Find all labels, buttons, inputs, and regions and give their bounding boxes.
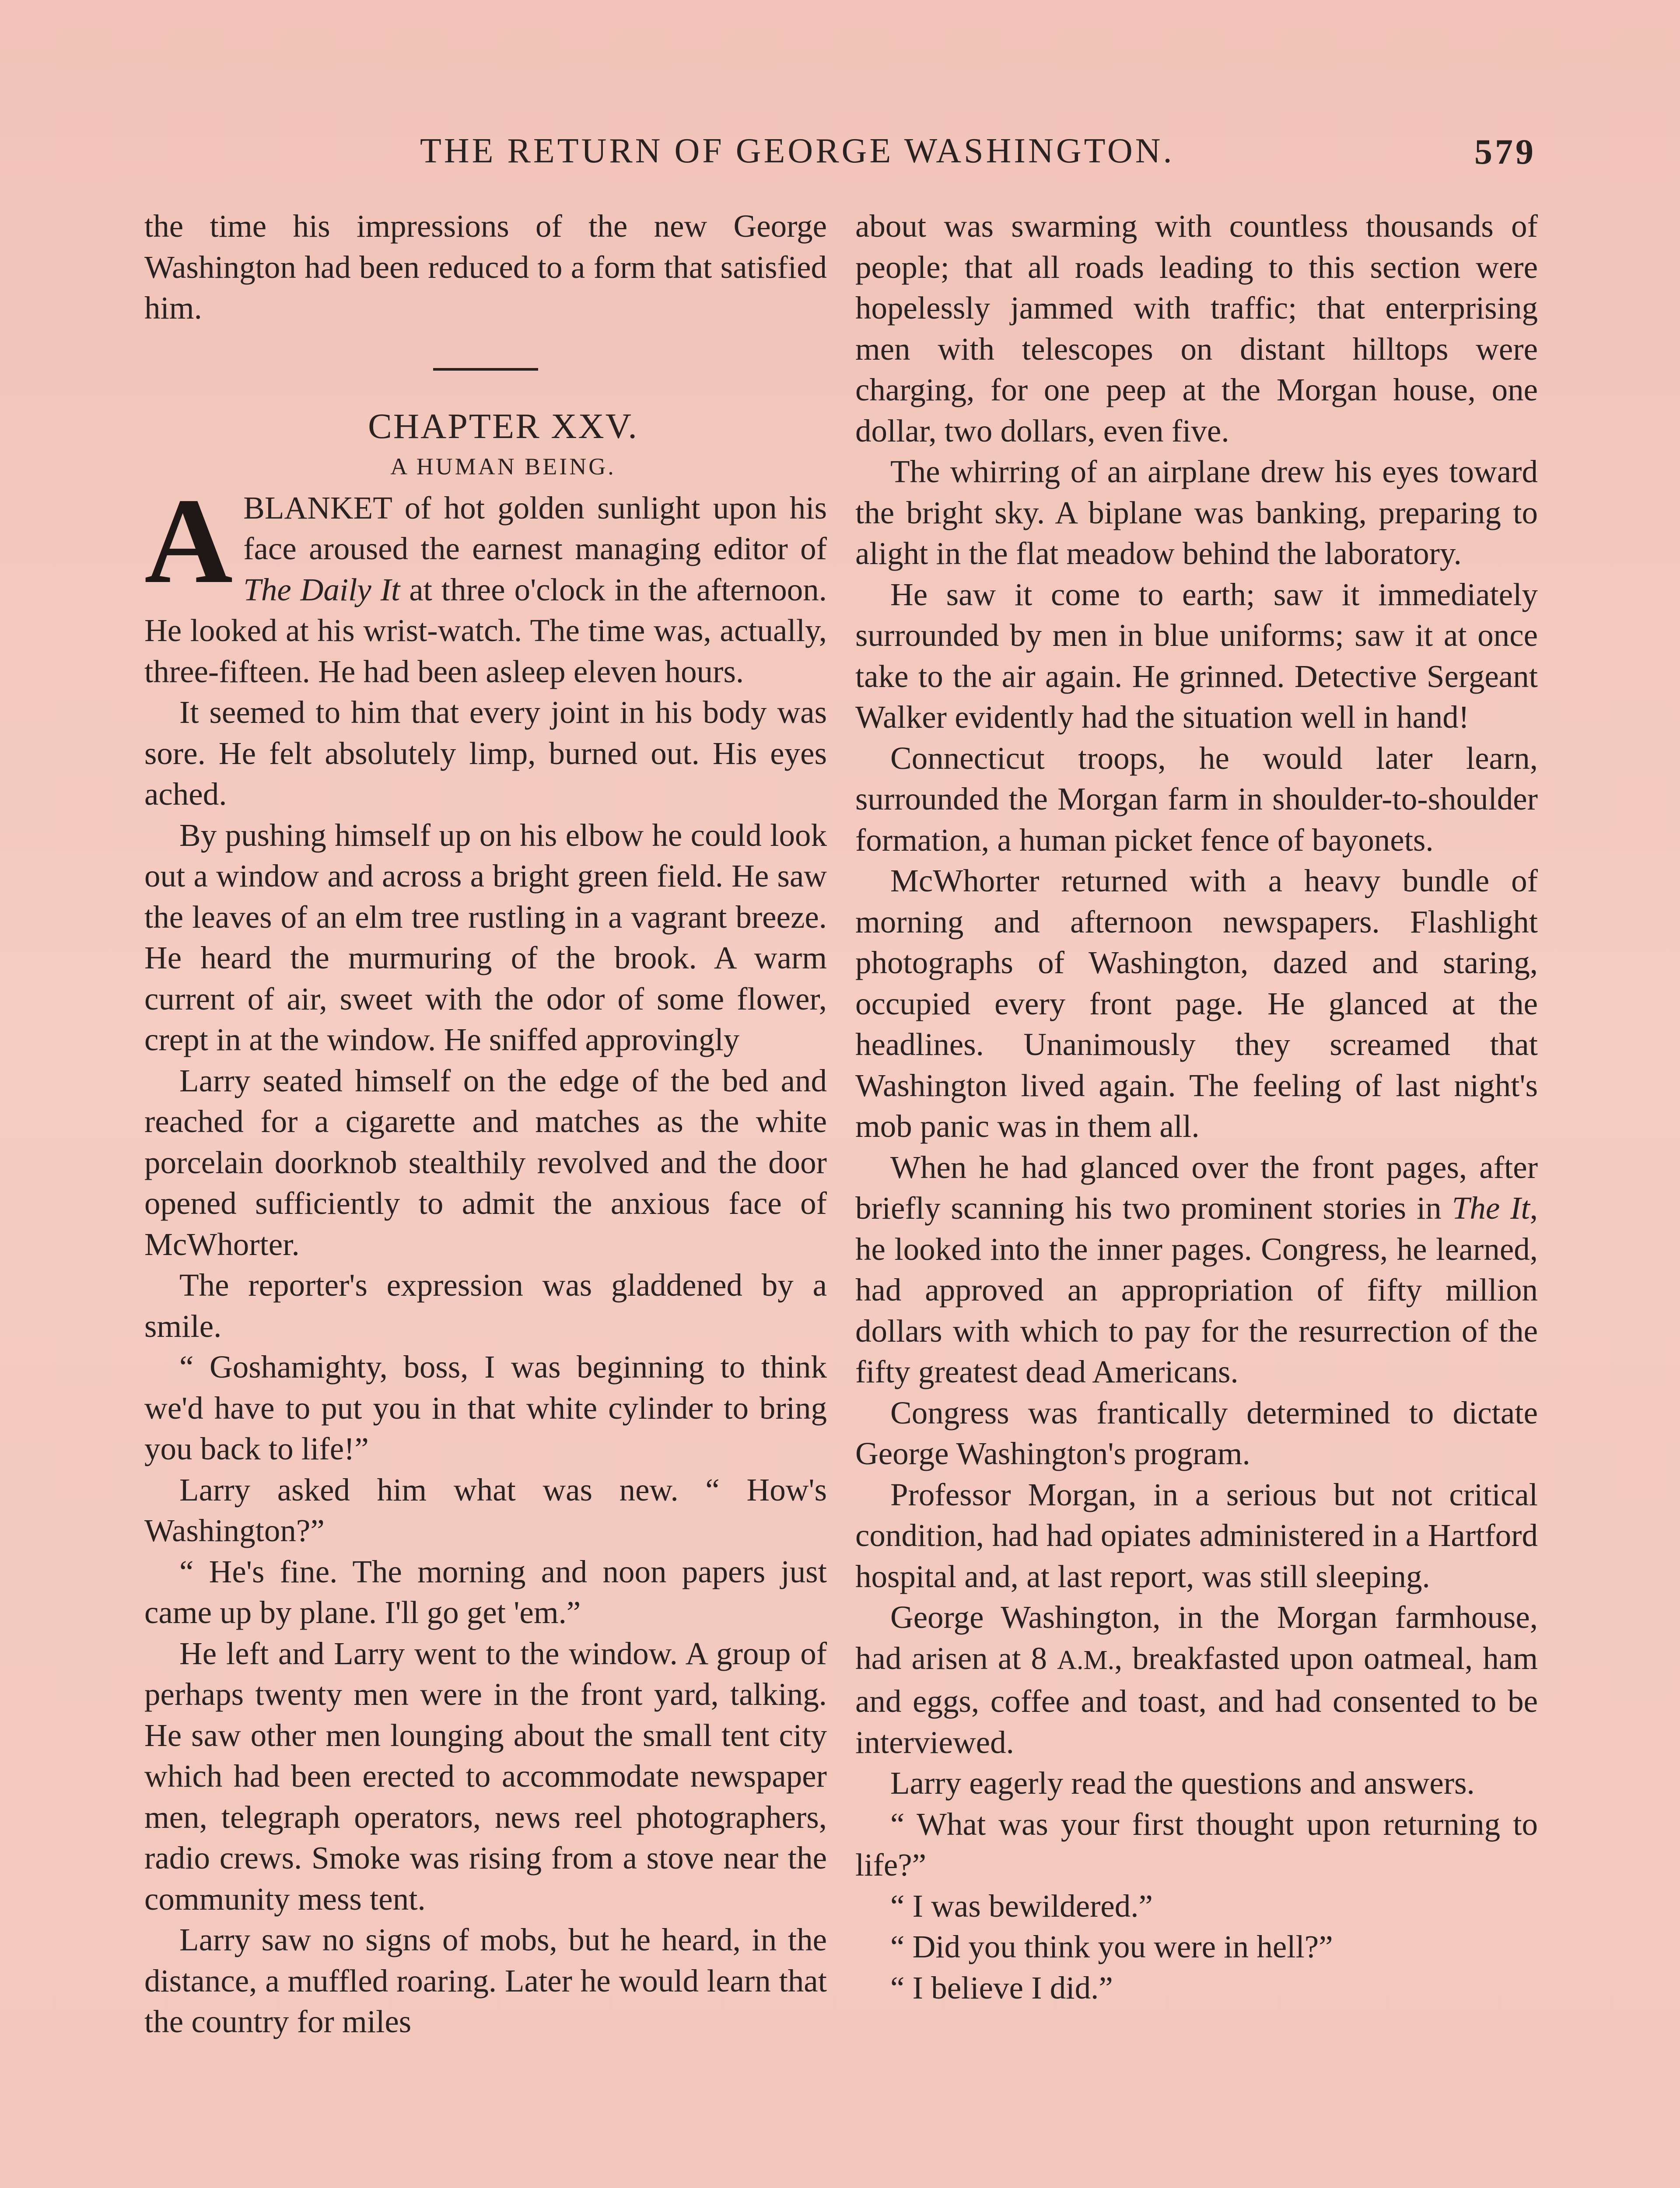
paragraph-text: , breakfasted upon oatmeal, ham and eggs, coffee and toast, and had consented to be interviewed. [855, 1640, 1538, 1760]
running-title: THE RETURN OF GEORGE WASHINGTON. [420, 132, 1175, 170]
paragraph: Professor Morgan, in a serious but not critical condition, had had opiates administered in a Hartford hospital and, at last report, was still sleeping. [855, 1476, 1538, 1594]
paragraph: Larry eagerly read the questions and answers. [890, 1765, 1475, 1801]
page-number: 579 [1474, 132, 1536, 172]
drop-cap: A [144, 472, 233, 609]
paragraph: McWhorter returned with a heavy bundle of morning and afternoon newspapers. Flashlight photographs of Washington, dazed and staring, occupied every front page. He glanced at the headlines. Unanimously they screamed that Washington lived again. The feeling of last night's mob panic was in them all. [855, 863, 1538, 1144]
paragraph: He left and Larry went to the window. A group of perhaps twenty men were in the front yard, talking. He saw other men lounging about the small tent city which had been erected to accommodate newspaper men, telegraph operators, news reel photographers, radio crews. Smoke was rising from a stove near the community mess tent. [144, 1635, 827, 1917]
publication-title: The It [1452, 1190, 1530, 1226]
paragraph: Larry saw no signs of mobs, but he heard, in the distance, a muffled roaring. Later he would learn that the country for miles [144, 1922, 827, 2039]
paragraph: “ Goshamighty, boss, I was beginning to think we'd have to put you in that white cylinder to bring you back to life!” [144, 1349, 827, 1466]
paragraph: Larry asked him what was new. “ How's Washington?” [144, 1472, 827, 1548]
paragraph: “ I was bewildered.” [890, 1888, 1153, 1924]
right-column [855, 206, 1538, 2008]
paragraph: about was swarming with countless thousands of people; that all roads leading to this section were hopelessly jammed with traffic; that enterprising men with telescopes on distant hilltops were charging, for one peep at the Morgan house, one dollar, two dollars, even five. [855, 208, 1538, 449]
paragraph [855, 1597, 1538, 1763]
paragraph: “ What was your first thought upon returning to life?” [855, 1806, 1538, 1883]
paragraph [855, 1147, 1538, 1392]
paragraph: the time his impressions of the new George Washington had been reduced to a form that satisfied him. [144, 208, 827, 326]
paragraph: By pushing himself up on his elbow he could look out a window and across a bright green field. He saw the leaves of an elm tree rustling in a vagrant breeze. He heard the murmuring of the brook. A warm current of air, sweet with the odor of some flower, crept in at the window. He sniffed approvingly [144, 817, 827, 1057]
chapter-subtitle: A HUMAN BEING. [390, 453, 616, 480]
paragraph-text: , he looked into the inner pages. Congress, he learned, had approved an appropriation of fifty million dollars with which to pay for the resurrection of the fifty greatest dead Americans. [855, 1190, 1538, 1389]
paragraph: “ Did you think you were in hell?” [890, 1929, 1333, 1964]
paragraph: Connecticut troops, he would later learn, surrounded the Morgan farm in shoulder-to-shoulder formation, a human picket fence of bayonets. [855, 740, 1538, 858]
paragraph: He saw it come to earth; saw it immediately surrounded by men in blue uniforms; saw it at once take to the air again. He grinned. Detective Sergeant Walker evidently had the situation well in hand! [855, 576, 1538, 735]
paragraph: Congress was frantically determined to dictate George Washington's program. [855, 1395, 1538, 1471]
paragraph-text: George Washington, in the Morgan farmhouse, had arisen at 8 [855, 1599, 1538, 1676]
time-abbreviation: A.M. [1057, 1645, 1115, 1675]
paragraph-text: BLANKET of hot golden sunlight upon his face aroused the earnest managing editor of [243, 490, 827, 566]
section-divider [433, 368, 538, 371]
paragraph-text: at three o'clock in the afternoon. He looked at his wrist-watch. The time was, actually, three-fifteen. He had been asleep eleven hours. [144, 572, 827, 689]
paragraph: “ I believe I did.” [890, 1970, 1113, 2006]
page-header [420, 131, 1540, 184]
paragraph: It seemed to him that every joint in his body was sore. He felt absolutely limp, burned out. His eyes ached. [144, 694, 827, 812]
paragraph: “ He's fine. The morning and noon papers just came up by plane. I'll go get 'em.” [144, 1553, 827, 1630]
opening-paragraph [144, 472, 827, 692]
paragraph: Larry seated himself on the edge of the bed and reached for a cigarette and matches as the white porcelain doorknob stealthily revolved and the door opened sufficiently to admit the anxious face of McWhorter. [144, 1062, 827, 1262]
paragraph-text: When he had glanced over the front pages, after briefly scanning his two prominent stories in [855, 1149, 1538, 1226]
left-column [144, 206, 827, 2042]
paragraph: The whirring of an airplane drew his eyes toward the bright sky. A biplane was banking, preparing to alight in the flat meadow behind the laboratory. [855, 454, 1538, 571]
publication-title: The Daily It [243, 572, 400, 607]
chapter-title: CHAPTER XXV. [368, 406, 638, 446]
paragraph: The reporter's expression was gladdened by a smile. [144, 1267, 827, 1344]
